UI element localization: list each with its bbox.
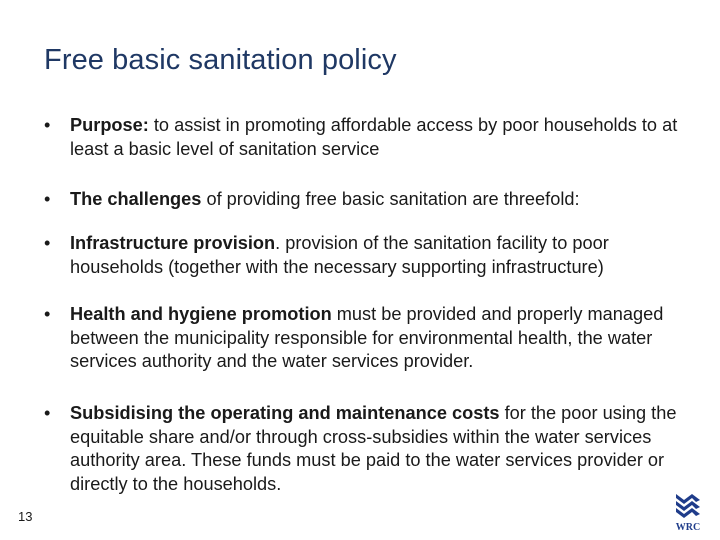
bullet-text (70, 232, 690, 279)
bullet-dot: • (44, 304, 51, 324)
bullet-text (70, 402, 690, 496)
slide-title: Free basic sanitation policy (44, 44, 397, 76)
bullet-body: must be provided and properly managed between the municipality responsible for environmental health, the water services authority and the water services provider. (70, 304, 664, 371)
logo-text: WRC (675, 522, 701, 532)
bullet-bold: Health and hygiene promotion (70, 304, 332, 324)
bullet-body: for the poor using the equitable share and/or through cross-subsidies within the water services authority area. These funds must be paid to the water services provider or directly to the households. (70, 403, 677, 494)
wrc-logo-icon (670, 492, 706, 532)
bullet-dot: • (44, 403, 51, 423)
bullet-bold: Subsidising the operating and maintenance costs (70, 403, 500, 423)
bullet-dot: • (44, 189, 51, 209)
bullet-bold: The challenges (70, 189, 202, 209)
bullet-text (70, 188, 690, 212)
page-number: 13 (18, 509, 33, 524)
bullet-body: . provision of the sanitation facility to poor households (together with the necessary supporting infrastructure) (70, 233, 609, 277)
bullet-text (70, 303, 690, 374)
bullet-dot: • (44, 233, 51, 253)
bullet-dot: • (44, 115, 51, 135)
bullet-bold: Purpose: (70, 115, 149, 135)
bullet-body: to assist in promoting affordable access by poor households to at least a basic level of sanitation service (70, 115, 678, 159)
bullet-text (70, 114, 690, 161)
bullet-body: of providing free basic sanitation are threefold: (201, 189, 580, 209)
bullet-bold: Infrastructure provision (70, 233, 276, 253)
